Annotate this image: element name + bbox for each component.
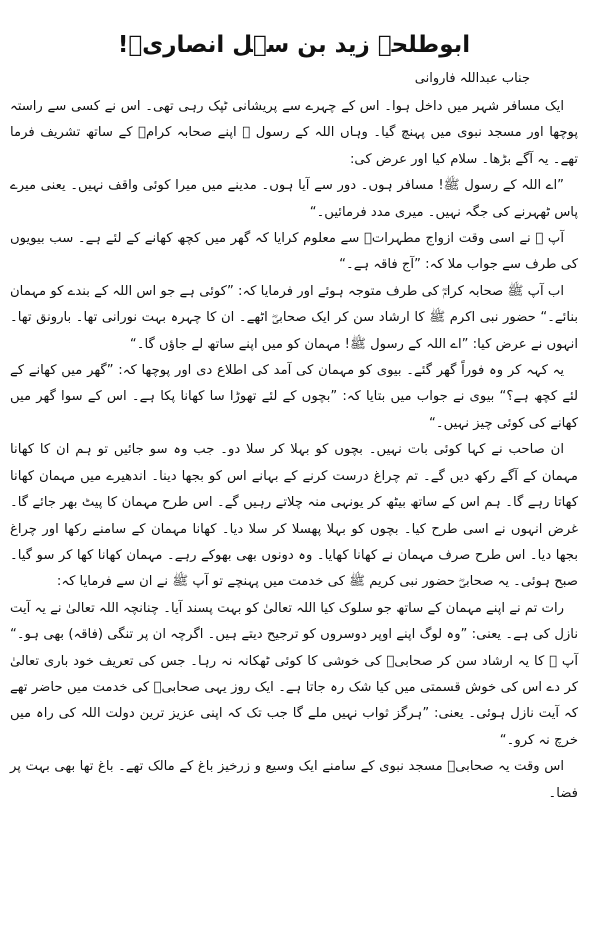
article-paragraph-6: ان صاحب نے کہا کوئی بات نہیں۔ بچوں کو بہلا کر سلا دو۔ جب وہ سو جائیں تو ہم ان کا کھانا مہمان کے آگے رکھ دیں گے۔ تم چراغ درست کرنے کے بہانے اس کو بجھا دینا۔ اندھیرے میں مہمان کھانا کھاتا رہے گا۔ ہم اس کے ساتھ بیٹھ کر یونہی منہ چلاتے رہیں گے۔ اس طرح مہمان کا پیٹ بھر جائے گا۔ غرض انہوں نے اسی طرح کیا۔ بچوں کو بہلا پھسلا کر سلا دیا۔ کھانا مہمان کے سامنے رکھا اور چراغ بجھا دیا۔ اس طرح صرف مہمان نے کھانا کھایا۔ وہ دونوں بھی بھوکے رہے۔ مہمان کھانا کھا کر سو گیا۔ صبح ہوئی۔ یہ صحابیؓ حضور نبی کریم ﷺ کی خدمت میں پہنچے تو آپ ﷺ نے ان سے فرمایا کہ:: [10, 442, 578, 590]
article-paragraph-4: اب آپ ﷺ صحابہ کرامؓ کی طرف متوجہ ہوئے اور فرمایا کہ: ”کوئی ہے جو اس اللہ کے بندے کو مہمان بنائے۔“ حضور نبی اکرم ﷺ کا ارشاد سن کر ایک صحابیؓ اٹھے۔ ان کا چہرہ بہت نورانی تھا۔ بارونق تھا۔ انہوں نے عرض کیا: ”اے اللہ کے رسول ﷺ! مہمان کو میں اپنے ساتھ لے جاؤں گا۔“: [10, 283, 578, 352]
article-title: ابوطلحہ زید بن سہل انصاریؓ!: [117, 32, 471, 58]
article-paragraph-7: رات تم نے اپنے مہمان کے ساتھ جو سلوک کیا اللہ تعالیٰ کو بہت پسند آیا۔ چنانچہ اللہ تعالیٰ نے یہ آیت نازل کی ہے۔ یعنی: ”وہ لوگ اپنے اوپر دوسروں کو ترجیح دیتے ہیں۔ اگرچہ ان پر تنگی (فاقہ) بھی ہو۔“ آپ ﷺ کا یہ ارشاد سن کر صحابیؓ کی خوشی کا کوئی ٹھکانہ نہ رہا۔ جس کی تعریف خود باری تعالیٰ کر دے اس کی خوش قسمتی میں کیا شک رہ جاتا ہے۔ ایک روز یہی صحابیؓ کی خدمت میں حاضر تھے کہ آیت نازل ہوئی۔ یعنی: ”ہرگز ثواب نہیں ملے گا جب تک کہ اپنی عزیز ترین دولت اللہ کی راہ میں خرچ نہ کرو۔“: [10, 600, 578, 748]
article-paragraph-2: ”اے اللہ کے رسول ﷺ! مسافر ہوں۔ دور سے آیا ہوں۔ مدینے میں میرا کوئی واقف نہیں۔ یعنی میرے پاس ٹھہرنے کی جگہ نہیں۔ میری مدد فرمائیں۔“: [10, 178, 578, 220]
article-paragraph-5: یہ کہہ کر وہ فوراً گھر گئے۔ بیوی کو مہمان کی آمد کی اطلاع دی اور پوچھا کہ: ”گھر میں کھانے کے لئے کچھ ہے؟“ بیوی نے جواب میں بتایا کہ: ”بچوں کے لئے تھوڑا سا کھانا پکا ہے۔ اس کے سوا گھر میں کھانے کی کوئی چیز نہیں۔“: [10, 363, 578, 431]
article-paragraph-1: ایک مسافر شہر میں داخل ہوا۔ اس کے چہرے سے پریشانی ٹپک رہی تھی۔ اس نے کسی سے راستہ پوچھا اور مسجد نبوی میں پہنچ گیا۔ وہاں اللہ کے رسول ﷺ اپنے صحابہ کرامؓ کے ساتھ تشریف فرما تھے۔ یہ آگے بڑھا۔ سلام کیا اور عرض کی:: [10, 99, 578, 167]
article-paragraph-8: اس وقت یہ صحابیؓ مسجد نبوی کے سامنے ایک وسیع و زرخیز باغ کے مالک تھے۔ باغ تھا بھی بہت پر فضا۔: [10, 759, 578, 801]
article-author: جناب عبداللہ فاروانی: [414, 71, 530, 86]
article-paragraph-3: آپ ﷺ نے اسی وقت ازواج مطہراتؓ سے معلوم کرایا کہ گھر میں کچھ کھانے کے لئے ہے۔ سب بیویوں کی طرف سے جواب ملا کہ: ”آج فاقہ ہے۔“: [10, 231, 578, 273]
